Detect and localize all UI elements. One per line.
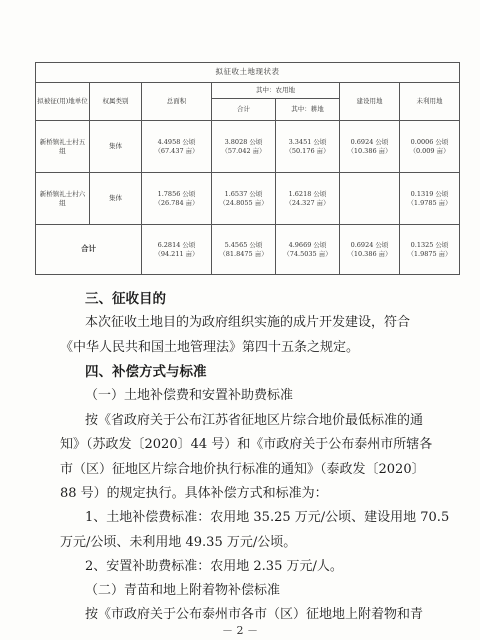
header-construction: 建设用地	[340, 83, 400, 121]
paragraph-line: 88 号）的规定执行。具体补偿方式和标准为：	[60, 486, 328, 501]
paragraph-line: 《中华人民共和国土地管理法》第四十五条之规定。	[60, 340, 360, 355]
header-ownership: 权属类别	[90, 83, 142, 121]
cell-total: 1.7856 公顷 （26.784 亩）	[142, 173, 212, 225]
header-agri: 其中：农用地	[212, 83, 340, 99]
cell-unit: 新桥镇礼士村五组	[36, 121, 90, 173]
page-number: － 2 －	[222, 624, 258, 637]
paragraph-line: 1、土地补偿费标准：农用地 35.25 万元/公顷、建设用地 70.5	[85, 510, 450, 525]
paragraph-line: 2、安置补助费标准：农用地 2.35 万元/人。	[85, 559, 343, 574]
total-construction: 0.6924 公顷 （10.386 亩）	[340, 225, 400, 275]
total-unused: 0.1325 公顷 （1.9875 亩）	[400, 225, 460, 275]
cell-construction	[340, 173, 400, 225]
cell-agri-sum: 3.8028 公顷 （57.042 亩）	[212, 121, 276, 173]
header-unused: 未利用地	[400, 83, 460, 121]
cell-agri-farmland: 3.3451 公顷 （50.176 亩）	[276, 121, 340, 173]
total-agri-sum: 5.4565 公顷 （81.8475 亩）	[212, 225, 276, 275]
total-total: 6.2814 公顷 （94.211 亩）	[142, 225, 212, 275]
cell-unused: 0.1319 公顷 （1.9785 亩）	[400, 173, 460, 225]
table-row	[36, 173, 460, 225]
header-agri-sum: 合计	[212, 99, 276, 121]
total-label: 合计	[36, 225, 142, 275]
land-status-table	[35, 62, 460, 275]
cell-unused: 0.0006 公顷 （0.009 亩）	[400, 121, 460, 173]
header-unit: 拟被征(用)地单位	[36, 83, 90, 121]
header-total: 总面积	[142, 83, 212, 121]
paragraph-line: 按《市政府关于公布泰州市各市（区）征地地上附着物和青	[85, 607, 424, 622]
header-agri-farmland: 其中：耕地	[276, 99, 340, 121]
paragraph-line: 知》（苏政发〔2020〕44 号）和《市政府关于公布泰州市所辖各	[60, 437, 433, 452]
cell-agri-farmland: 1.6218 公顷 （24.327 亩）	[276, 173, 340, 225]
section-4-heading: 四、补偿方式与标准	[85, 364, 207, 380]
cell-unit: 新桥镇礼士村六组	[36, 173, 90, 225]
subsection-2-heading: （二）青苗和地上附着物补偿标准	[85, 583, 281, 598]
paragraph-line: 按《省政府关于公布江苏省征地区片综合地价最低标准的通	[85, 413, 424, 428]
total-agri-farmland: 4.9669 公顷 （74.5035 亩）	[276, 225, 340, 275]
cell-construction: 0.6924 公顷 （10.386 亩）	[340, 121, 400, 173]
section-3-heading: 三、征收目的	[85, 291, 166, 307]
subsection-1-heading: （一）土地补偿费和安置补助费标准	[85, 388, 294, 403]
table-total-row	[36, 225, 460, 275]
table-title: 拟征收土地现状表	[36, 63, 460, 83]
paragraph-line: 万元/公顷、未利用地 49.35 万元/公顷。	[60, 535, 297, 550]
cell-ownership: 集体	[90, 173, 142, 225]
paragraph-line: 本次征收土地目的为政府组织实施的成片开发建设，符合	[85, 315, 411, 330]
cell-agri-sum: 1.6537 公顷 （24.8055 亩）	[212, 173, 276, 225]
cell-total: 4.4958 公顷 （67.437 亩）	[142, 121, 212, 173]
paragraph-line: 市（区）征地区片综合地价执行标准的通知》（泰政发〔2020〕	[60, 462, 425, 477]
cell-ownership: 集体	[90, 121, 142, 173]
table-row	[36, 121, 460, 173]
